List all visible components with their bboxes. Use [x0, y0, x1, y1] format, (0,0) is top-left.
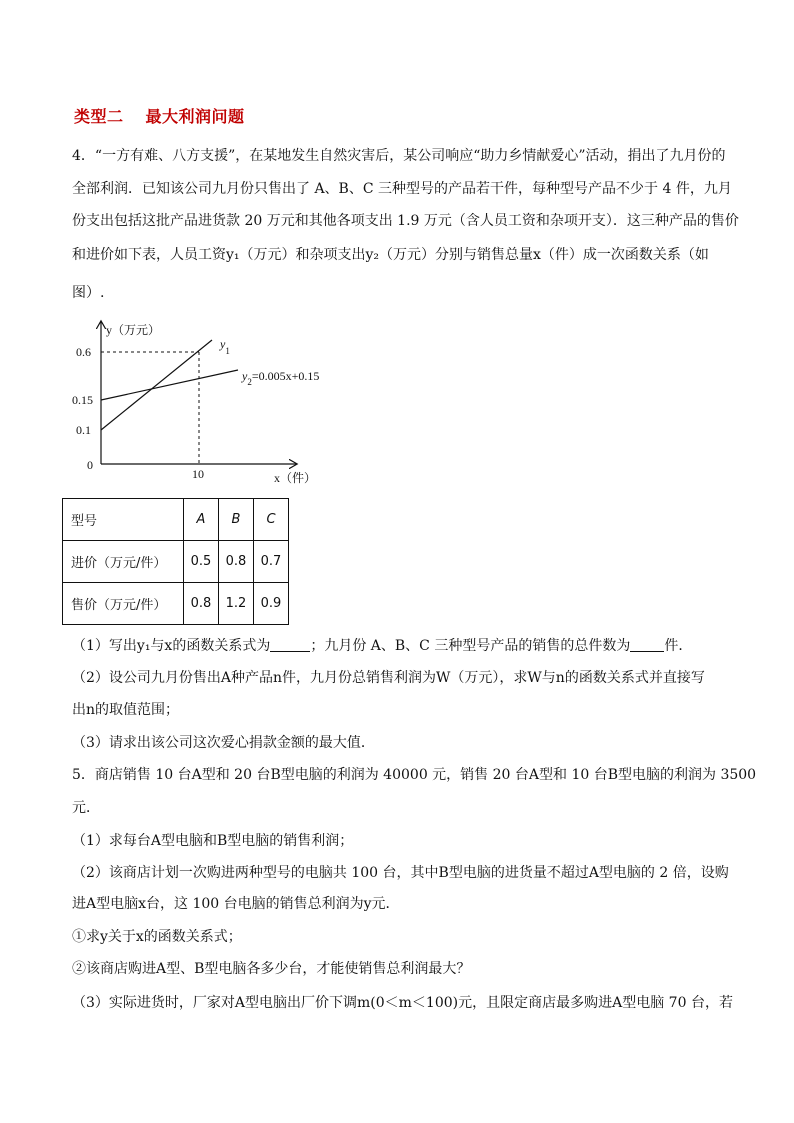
problem4-line-3: 份支出包括这批产品进货款 20 万元和其他各项支出 1.9 万元（含人员工资和杂项开支）．这三种产品的售价	[72, 213, 739, 229]
section-title-part2: 最大利润问题	[145, 107, 245, 126]
y-axis-label: y（万元）	[106, 323, 161, 337]
problem4-q1	[72, 635, 692, 655]
problem5-q2-sub1: ①求y关于x的函数关系式；	[72, 929, 242, 945]
problem4-line-5: 图）.	[72, 285, 105, 301]
problem4-q2-line1: （2）设公司九月份售出A种产品n件，九月份总销售利润为W（万元），求W与n的函数关系式并直接写	[72, 670, 705, 686]
y-tick-0-1: 0.1	[76, 423, 91, 437]
table-cell: 进价（万元/件）	[63, 541, 184, 583]
y-tick-0-15: 0.15	[72, 393, 93, 407]
q1-text-a: （1）写出y₁与x的函数关系式为	[72, 638, 271, 654]
problem5-q2-line2: 进A型电脑x台，这 100 台电脑的销售总利润为y元．	[72, 896, 400, 912]
section-title-part1: 类型二	[74, 107, 124, 126]
problem5-line-1: 5．商店销售 10 台A型和 20 台B型电脑的利润为 40000 元，销售 20 台A型和 10 台B型电脑的利润为 3500	[72, 767, 757, 783]
problem5-q3: （3）实际进货时，厂家对A型电脑出厂价下调m(0＜m＜100)元，且限定商店最多购进A型电脑 70 台，若	[72, 995, 733, 1011]
table-cell: 型号	[63, 499, 184, 541]
table-cell: 1.2	[219, 583, 254, 625]
table-cell: 0.9	[254, 583, 289, 625]
table-cell: 0.8	[184, 583, 219, 625]
table-cell: 售价（万元/件）	[63, 583, 184, 625]
problem4-line-2: 全部利润．已知该公司九月份只售出了 A、B、C 三种型号的产品若干件，每种型号产品不少于 4 件，九月	[72, 181, 732, 197]
table-cell: A	[184, 499, 219, 541]
table-cell: 0.8	[219, 541, 254, 583]
x-axis-label: x（件）	[274, 471, 317, 485]
answer-blank[interactable]	[270, 637, 310, 652]
problem5-q2-line1: （2）该商店计划一次购进两种型号的电脑共 100 台，其中B型电脑的进货量不超过A型电脑的 2 倍，设购	[72, 865, 729, 881]
problem4-line-1: 4．“一方有难、八方支援”，在某地发生自然灾害后，某公司响应“助力乡情献爱心”活动，捐出了九月份的	[72, 148, 726, 164]
table-cell: C	[254, 499, 289, 541]
problem5-line-2: 元．	[72, 800, 100, 816]
table-row	[63, 541, 289, 583]
problem4-q3: （3）请求出该公司这次爱心捐款金额的最大值．	[72, 735, 375, 751]
problem4-q2-line2: 出n的取值范围；	[72, 702, 180, 718]
table-cell: B	[219, 499, 254, 541]
table-cell: 0.7	[254, 541, 289, 583]
table-cell: 0.5	[184, 541, 219, 583]
q1-text-c: 件．	[664, 638, 693, 654]
y-tick-0-6: 0.6	[76, 345, 91, 359]
line-y1	[101, 340, 212, 430]
origin-label: 0	[87, 458, 93, 472]
table-row	[63, 583, 289, 625]
section-title	[74, 104, 245, 127]
line-y1-label: $y_1$	[220, 337, 230, 356]
problem5-q1: （1）求每台A型电脑和B型电脑的销售利润；	[72, 833, 354, 849]
x-tick-10: 10	[192, 467, 204, 481]
table-header-row	[63, 499, 289, 541]
answer-blank[interactable]	[630, 637, 664, 652]
problem4-line-4: 和进价如下表，人员工资y₁（万元）和杂项支出y₂（万元）分别与销售总量x（件）成一次函数关系（如	[72, 247, 709, 263]
price-table	[62, 498, 289, 625]
q1-text-b: ；九月份 A、B、C 三种型号产品的销售的总件数为	[310, 638, 631, 654]
line-y2-label: $y_2=0.005x+0.15$	[242, 369, 320, 387]
function-graph	[60, 318, 350, 488]
problem5-q2-sub2: ②该商店购进A型、B型电脑各多少台，才能使销售总利润最大？	[72, 961, 471, 977]
